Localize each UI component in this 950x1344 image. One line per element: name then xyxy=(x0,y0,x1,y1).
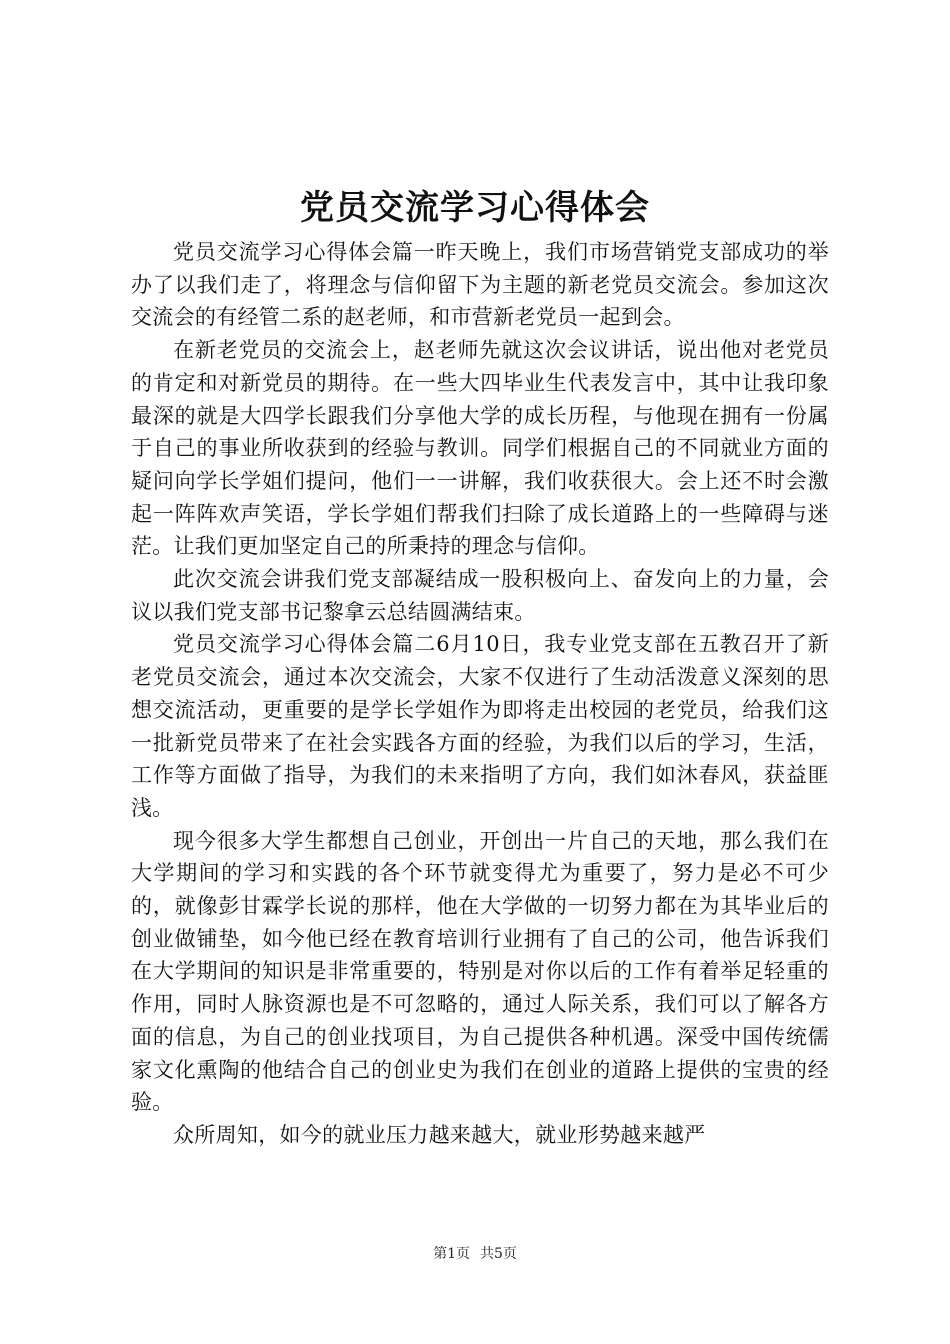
paragraph: 此次交流会讲我们党支部凝结成一股积极向上、奋发向上的力量，会议以我们党支部书记黎拿云总结圆满结束。 xyxy=(131,567,829,624)
paragraph: 在新老党员的交流会上，赵老师先就这次会议讲话，说出他对老党员的肯定和对新党员的期待。在一些大四毕业生代表发言中，其中让我印象最深的就是大四学长跟我们分享他大学的成长历程，与他现在拥有一份属于自己的事业所收获到的经验与教训。同学们根据自己的不同就业方面的疑问向学长学姐们提问，他们一一讲解，我们收获很大。会上还不时会激起一阵阵欢声笑语，学长学姐们帮我们扫除了成长道路上的一些障碍与迷茫。让我们更加坚定自己的所秉持的理念与信仰。 xyxy=(131,338,829,559)
page-total: 共5页 xyxy=(480,1246,517,1262)
paragraph: 党员交流学习心得体会篇二6月10日，我专业党支部在五教召开了新老党员交流会，通过本次交流会，大家不仅进行了生动活泼意义深刻的思想交流活动，更重要的是学长学姐作为即将走出校园的老党员，给我们这一批新党员带来了在社会实践各方面的经验，为我们以后的学习，生活，工作等方面做了指导，为我们的未来指明了方向，我们如沐春风，获益匪浅。 xyxy=(131,632,829,820)
paragraph: 现今很多大学生都想自己创业，开创出一片自己的天地，那么我们在大学期间的学习和实践的各个环节就变得尤为重要了，努力是必不可少的，就像彭甘霖学长说的那样，他在大学做的一切努力都在为其毕业后的创业做铺垫，如今他已经在教育培训行业拥有了自己的公司，他告诉我们在大学期间的知识是非常重要的，特别是对你以后的工作有着举足轻重的作用，同时人脉资源也是不可忽略的，通过人际关系，我们可以了解各方面的信息，为自己的创业找项目，为自己提供各种机遇。深受中国传统儒家文化熏陶的他结合自己的创业史为我们在创业的道路上提供的宝贵的经验。 xyxy=(131,828,829,1115)
page-footer xyxy=(0,1244,950,1264)
document-body xyxy=(131,236,829,1152)
paragraph: 众所周知，如今的就业压力越来越大，就业形势越来越严 xyxy=(173,1122,706,1147)
page-number: 第1页 xyxy=(433,1246,470,1262)
paragraph: 党员交流学习心得体会篇一昨天晚上，我们市场营销党支部成功的举办了以我们走了，将理念与信仰留下为主题的新老党员交流会。参加这次交流会的有经管二系的赵老师，和市营新老党员一起到会。 xyxy=(131,240,829,330)
document-title: 党员交流学习心得体会 xyxy=(300,188,650,228)
